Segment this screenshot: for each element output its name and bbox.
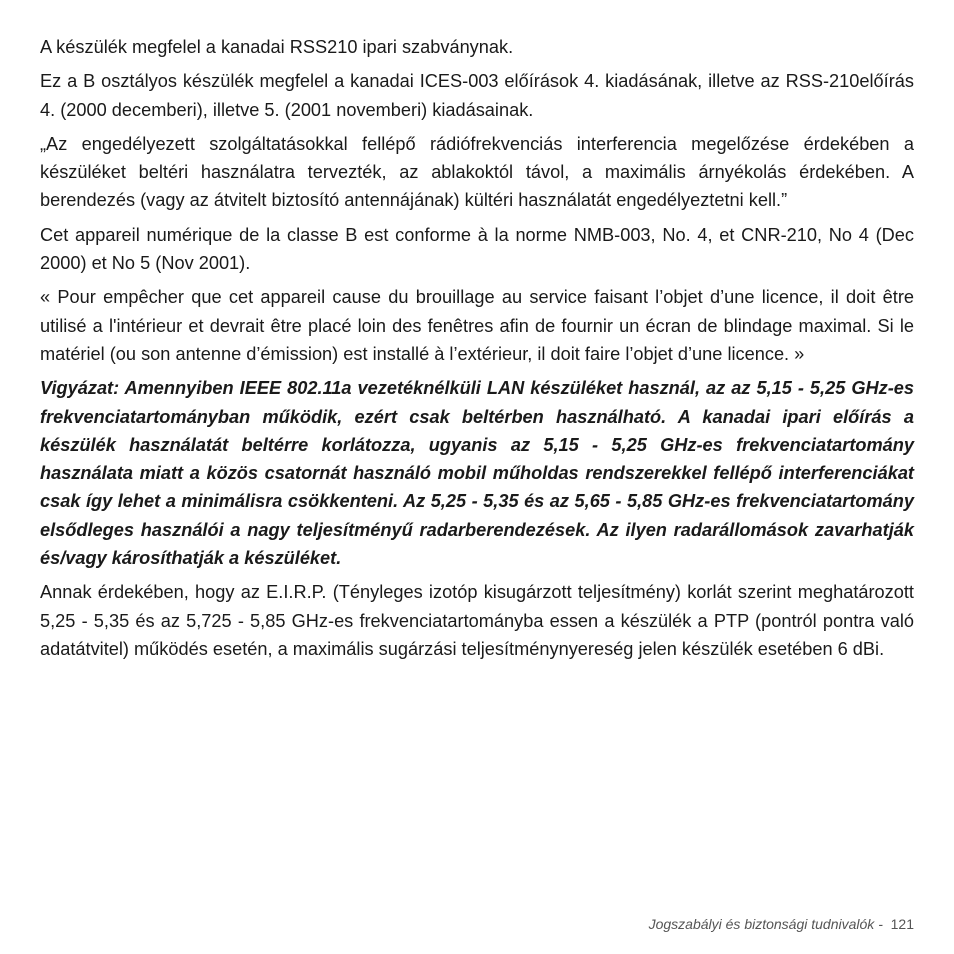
warning-paragraph: Vigyázat: Amennyiben IEEE 802.11a vezetéknélküli LAN készüléket használ, az az 5,15 - 5,25 GHz-es frekvenciatartományban működik, ezért csak beltérben használható. A kanadai ipari előírás a készülék használatát beltérre korlátozza, ugyanis az 5,15 - 5,25 GHz-es frekvenciatartomány használata miatt a közös csatornát használó mobil műholdas rendszerekkel fellépő interferenciákat csak így lehet a minimálisra csökkenteni. Az 5,25 - 5,35 és az 5,65 - 5,85 GHz-es frekvenciatartomány elsődleges használói a nagy teljesítményű radarberendezések. Az ilyen radarállomások zavarhatják és/vagy károsíthatják a készüléket. [40, 378, 914, 569]
paragraph-eirp: Annak érdekében, hogy az E.I.R.P. (Tényleges izotóp kisugárzott teljesítmény) korlát szerint meghatározott 5,25 - 5,35 és az 5,725 - 5,85 GHz-es frekvenciatartományba essen a készülék a PTP (pontról pontra való adatátvitel) működés esetén, a maximális sugárzási teljesítménynyereség jelen készülék esetében 6 dBi. [40, 582, 914, 659]
page-content [40, 33, 914, 669]
page-number: 121 [890, 916, 914, 932]
paragraph-licence-fr: « Pour empêcher que cet appareil cause du brouillage au service faisant l’objet d’une licence, il doit être utilisé a l'intérieur et devrait être placé loin des fenêtres afin de fournir un écran de blindage maximal. Si le matériel (ou son antenne d’émission) est installé à l’extérieur, il doit faire l’objet d’une licence. » [40, 287, 914, 364]
footer-section-title: Jogszabályi és biztonsági tudnivalók - [648, 916, 883, 932]
paragraph-rss210: A készülék megfelel a kanadai RSS210 ipari szabványnak. [40, 37, 514, 57]
paragraph-ices003: Ez a B osztályos készülék megfelel a kanadai ICES-003 előírások 4. kiadásának, illetve az RSS-210előírás 4. (2000 decemberi), illetve 5. (2001 novemberi) kiadásainak. [40, 71, 914, 120]
paragraph-nmb003-fr: Cet appareil numérique de la classe B est conforme à la norme NMB-003, No. 4, et CNR-210, No 4 (Dec 2000) et No 5 (Nov 2001). [40, 224, 914, 274]
page-footer [649, 916, 914, 932]
paragraph-interference-hu: „Az engedélyezett szolgáltatásokkal fellépő rádiófrekvenciás interferencia megelőzése érdekében a készüléket beltéri használatra tervezték, az ablakoktól távol, a maximális árnyékolás érdekében. A berendezés (vagy az átvitelt biztosító antennájának) kültéri használatát engedélyeztetni kell.” [40, 133, 914, 211]
